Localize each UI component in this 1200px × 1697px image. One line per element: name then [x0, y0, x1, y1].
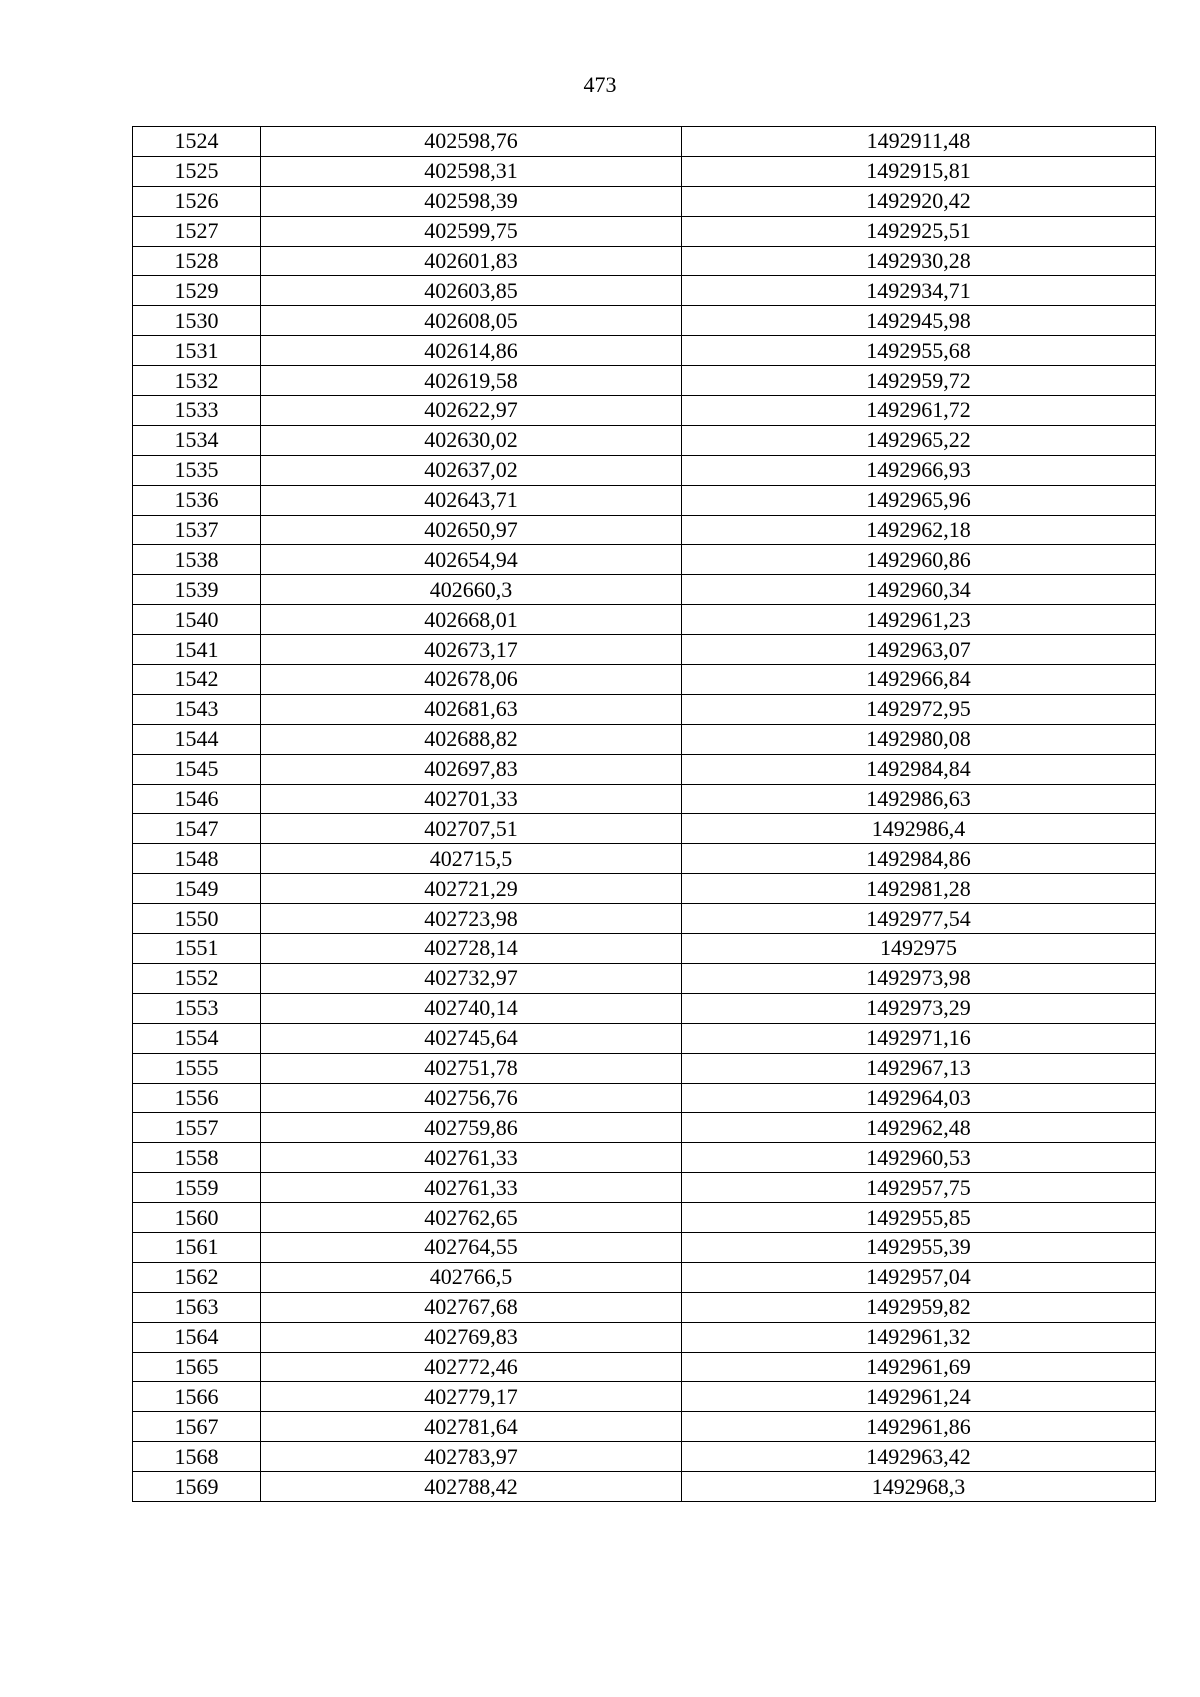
- x-coordinate-cell: 402756,76: [261, 1083, 682, 1113]
- y-coordinate-cell: 1492981,28: [682, 874, 1156, 904]
- point-number-cell: 1560: [133, 1203, 261, 1233]
- table-row: [133, 605, 1156, 635]
- point-number-cell: 1552: [133, 963, 261, 993]
- coordinates-table-body: [133, 127, 1156, 1502]
- coordinates-table: [132, 126, 1156, 1502]
- table-row: [133, 306, 1156, 336]
- y-coordinate-cell: 1492961,23: [682, 605, 1156, 635]
- y-coordinate-cell: 1492965,22: [682, 425, 1156, 455]
- point-number-cell: 1567: [133, 1412, 261, 1442]
- point-number-cell: 1528: [133, 246, 261, 276]
- point-number-cell: 1535: [133, 455, 261, 485]
- y-coordinate-cell: 1492984,84: [682, 754, 1156, 784]
- x-coordinate-cell: 402707,51: [261, 814, 682, 844]
- x-coordinate-cell: 402772,46: [261, 1352, 682, 1382]
- point-number-cell: 1539: [133, 575, 261, 605]
- point-number-cell: 1538: [133, 545, 261, 575]
- x-coordinate-cell: 402745,64: [261, 1023, 682, 1053]
- table-row: [133, 545, 1156, 575]
- y-coordinate-cell: 1492967,13: [682, 1053, 1156, 1083]
- y-coordinate-cell: 1492965,96: [682, 485, 1156, 515]
- table-row: [133, 336, 1156, 366]
- point-number-cell: 1543: [133, 694, 261, 724]
- y-coordinate-cell: 1492934,71: [682, 276, 1156, 306]
- x-coordinate-cell: 402769,83: [261, 1322, 682, 1352]
- point-number-cell: 1548: [133, 844, 261, 874]
- table-row: [133, 1442, 1156, 1472]
- table-row: [133, 1322, 1156, 1352]
- table-row: [133, 1262, 1156, 1292]
- y-coordinate-cell: 1492980,08: [682, 724, 1156, 754]
- point-number-cell: 1527: [133, 216, 261, 246]
- table-row: [133, 216, 1156, 246]
- y-coordinate-cell: 1492960,86: [682, 545, 1156, 575]
- y-coordinate-cell: 1492961,86: [682, 1412, 1156, 1442]
- x-coordinate-cell: 402622,97: [261, 396, 682, 426]
- y-coordinate-cell: 1492975: [682, 934, 1156, 964]
- y-coordinate-cell: 1492961,69: [682, 1352, 1156, 1382]
- y-coordinate-cell: 1492945,98: [682, 306, 1156, 336]
- x-coordinate-cell: 402637,02: [261, 455, 682, 485]
- point-number-cell: 1526: [133, 186, 261, 216]
- x-coordinate-cell: 402619,58: [261, 366, 682, 396]
- y-coordinate-cell: 1492966,93: [682, 455, 1156, 485]
- table-row: [133, 963, 1156, 993]
- table-row: [133, 485, 1156, 515]
- table-row: [133, 1472, 1156, 1502]
- x-coordinate-cell: 402762,65: [261, 1203, 682, 1233]
- point-number-cell: 1540: [133, 605, 261, 635]
- table-row: [133, 665, 1156, 695]
- x-coordinate-cell: 402740,14: [261, 993, 682, 1023]
- x-coordinate-cell: 402599,75: [261, 216, 682, 246]
- point-number-cell: 1525: [133, 156, 261, 186]
- point-number-cell: 1559: [133, 1173, 261, 1203]
- table-row: [133, 724, 1156, 754]
- point-number-cell: 1536: [133, 485, 261, 515]
- table-row: [133, 156, 1156, 186]
- y-coordinate-cell: 1492964,03: [682, 1083, 1156, 1113]
- y-coordinate-cell: 1492957,04: [682, 1262, 1156, 1292]
- x-coordinate-cell: 402643,71: [261, 485, 682, 515]
- point-number-cell: 1531: [133, 336, 261, 366]
- x-coordinate-cell: 402781,64: [261, 1412, 682, 1442]
- x-coordinate-cell: 402668,01: [261, 605, 682, 635]
- y-coordinate-cell: 1492911,48: [682, 127, 1156, 157]
- y-coordinate-cell: 1492960,53: [682, 1143, 1156, 1173]
- y-coordinate-cell: 1492955,39: [682, 1232, 1156, 1262]
- table-row: [133, 814, 1156, 844]
- point-number-cell: 1562: [133, 1262, 261, 1292]
- point-number-cell: 1533: [133, 396, 261, 426]
- table-row: [133, 515, 1156, 545]
- x-coordinate-cell: 402654,94: [261, 545, 682, 575]
- x-coordinate-cell: 402681,63: [261, 694, 682, 724]
- point-number-cell: 1551: [133, 934, 261, 964]
- point-number-cell: 1558: [133, 1143, 261, 1173]
- table-row: [133, 784, 1156, 814]
- point-number-cell: 1550: [133, 904, 261, 934]
- table-row: [133, 874, 1156, 904]
- table-row: [133, 186, 1156, 216]
- y-coordinate-cell: 1492955,85: [682, 1203, 1156, 1233]
- x-coordinate-cell: 402673,17: [261, 635, 682, 665]
- point-number-cell: 1530: [133, 306, 261, 336]
- table-row: [133, 366, 1156, 396]
- point-number-cell: 1537: [133, 515, 261, 545]
- x-coordinate-cell: 402732,97: [261, 963, 682, 993]
- x-coordinate-cell: 402660,3: [261, 575, 682, 605]
- table-row: [133, 1382, 1156, 1412]
- point-number-cell: 1549: [133, 874, 261, 904]
- y-coordinate-cell: 1492977,54: [682, 904, 1156, 934]
- y-coordinate-cell: 1492920,42: [682, 186, 1156, 216]
- table-row: [133, 1232, 1156, 1262]
- y-coordinate-cell: 1492925,51: [682, 216, 1156, 246]
- x-coordinate-cell: 402766,5: [261, 1262, 682, 1292]
- table-row: [133, 1023, 1156, 1053]
- table-row: [133, 904, 1156, 934]
- point-number-cell: 1566: [133, 1382, 261, 1412]
- table-row: [133, 455, 1156, 485]
- y-coordinate-cell: 1492986,4: [682, 814, 1156, 844]
- point-number-cell: 1564: [133, 1322, 261, 1352]
- y-coordinate-cell: 1492957,75: [682, 1173, 1156, 1203]
- x-coordinate-cell: 402723,98: [261, 904, 682, 934]
- table-row: [133, 425, 1156, 455]
- y-coordinate-cell: 1492959,72: [682, 366, 1156, 396]
- point-number-cell: 1555: [133, 1053, 261, 1083]
- x-coordinate-cell: 402779,17: [261, 1382, 682, 1412]
- y-coordinate-cell: 1492972,95: [682, 694, 1156, 724]
- x-coordinate-cell: 402601,83: [261, 246, 682, 276]
- x-coordinate-cell: 402728,14: [261, 934, 682, 964]
- x-coordinate-cell: 402721,29: [261, 874, 682, 904]
- x-coordinate-cell: 402759,86: [261, 1113, 682, 1143]
- point-number-cell: 1569: [133, 1472, 261, 1502]
- table-row: [133, 754, 1156, 784]
- x-coordinate-cell: 402650,97: [261, 515, 682, 545]
- x-coordinate-cell: 402598,39: [261, 186, 682, 216]
- table-row: [133, 396, 1156, 426]
- y-coordinate-cell: 1492955,68: [682, 336, 1156, 366]
- table-row: [133, 1083, 1156, 1113]
- x-coordinate-cell: 402767,68: [261, 1292, 682, 1322]
- y-coordinate-cell: 1492960,34: [682, 575, 1156, 605]
- x-coordinate-cell: 402598,31: [261, 156, 682, 186]
- y-coordinate-cell: 1492986,63: [682, 784, 1156, 814]
- table-row: [133, 694, 1156, 724]
- x-coordinate-cell: 402764,55: [261, 1232, 682, 1262]
- table-row: [133, 635, 1156, 665]
- table-row: [133, 1203, 1156, 1233]
- x-coordinate-cell: 402715,5: [261, 844, 682, 874]
- table-row: [133, 276, 1156, 306]
- y-coordinate-cell: 1492963,07: [682, 635, 1156, 665]
- y-coordinate-cell: 1492984,86: [682, 844, 1156, 874]
- table-row: [133, 246, 1156, 276]
- table-row: [133, 844, 1156, 874]
- y-coordinate-cell: 1492915,81: [682, 156, 1156, 186]
- point-number-cell: 1546: [133, 784, 261, 814]
- x-coordinate-cell: 402761,33: [261, 1143, 682, 1173]
- point-number-cell: 1553: [133, 993, 261, 1023]
- table-row: [133, 575, 1156, 605]
- x-coordinate-cell: 402688,82: [261, 724, 682, 754]
- table-row: [133, 993, 1156, 1023]
- table-row: [133, 1352, 1156, 1382]
- point-number-cell: 1545: [133, 754, 261, 784]
- table-row: [133, 934, 1156, 964]
- x-coordinate-cell: 402701,33: [261, 784, 682, 814]
- x-coordinate-cell: 402761,33: [261, 1173, 682, 1203]
- table-row: [133, 1113, 1156, 1143]
- table-row: [133, 1053, 1156, 1083]
- y-coordinate-cell: 1492961,24: [682, 1382, 1156, 1412]
- point-number-cell: 1561: [133, 1232, 261, 1262]
- x-coordinate-cell: 402788,42: [261, 1472, 682, 1502]
- point-number-cell: 1534: [133, 425, 261, 455]
- table-row: [133, 1412, 1156, 1442]
- table-row: [133, 127, 1156, 157]
- point-number-cell: 1544: [133, 724, 261, 754]
- y-coordinate-cell: 1492962,18: [682, 515, 1156, 545]
- point-number-cell: 1547: [133, 814, 261, 844]
- y-coordinate-cell: 1492973,98: [682, 963, 1156, 993]
- point-number-cell: 1529: [133, 276, 261, 306]
- x-coordinate-cell: 402697,83: [261, 754, 682, 784]
- page-number: 473: [583, 72, 617, 97]
- y-coordinate-cell: 1492971,16: [682, 1023, 1156, 1053]
- y-coordinate-cell: 1492968,3: [682, 1472, 1156, 1502]
- table-row: [133, 1292, 1156, 1322]
- y-coordinate-cell: 1492973,29: [682, 993, 1156, 1023]
- x-coordinate-cell: 402598,76: [261, 127, 682, 157]
- y-coordinate-cell: 1492962,48: [682, 1113, 1156, 1143]
- y-coordinate-cell: 1492966,84: [682, 665, 1156, 695]
- point-number-cell: 1554: [133, 1023, 261, 1053]
- point-number-cell: 1565: [133, 1352, 261, 1382]
- y-coordinate-cell: 1492930,28: [682, 246, 1156, 276]
- point-number-cell: 1568: [133, 1442, 261, 1472]
- point-number-cell: 1556: [133, 1083, 261, 1113]
- x-coordinate-cell: 402608,05: [261, 306, 682, 336]
- point-number-cell: 1542: [133, 665, 261, 695]
- table-row: [133, 1173, 1156, 1203]
- x-coordinate-cell: 402630,02: [261, 425, 682, 455]
- point-number-cell: 1524: [133, 127, 261, 157]
- table-row: [133, 1143, 1156, 1173]
- x-coordinate-cell: 402614,86: [261, 336, 682, 366]
- x-coordinate-cell: 402603,85: [261, 276, 682, 306]
- point-number-cell: 1557: [133, 1113, 261, 1143]
- point-number-cell: 1541: [133, 635, 261, 665]
- point-number-cell: 1532: [133, 366, 261, 396]
- y-coordinate-cell: 1492961,72: [682, 396, 1156, 426]
- y-coordinate-cell: 1492959,82: [682, 1292, 1156, 1322]
- point-number-cell: 1563: [133, 1292, 261, 1322]
- x-coordinate-cell: 402751,78: [261, 1053, 682, 1083]
- x-coordinate-cell: 402783,97: [261, 1442, 682, 1472]
- x-coordinate-cell: 402678,06: [261, 665, 682, 695]
- y-coordinate-cell: 1492961,32: [682, 1322, 1156, 1352]
- y-coordinate-cell: 1492963,42: [682, 1442, 1156, 1472]
